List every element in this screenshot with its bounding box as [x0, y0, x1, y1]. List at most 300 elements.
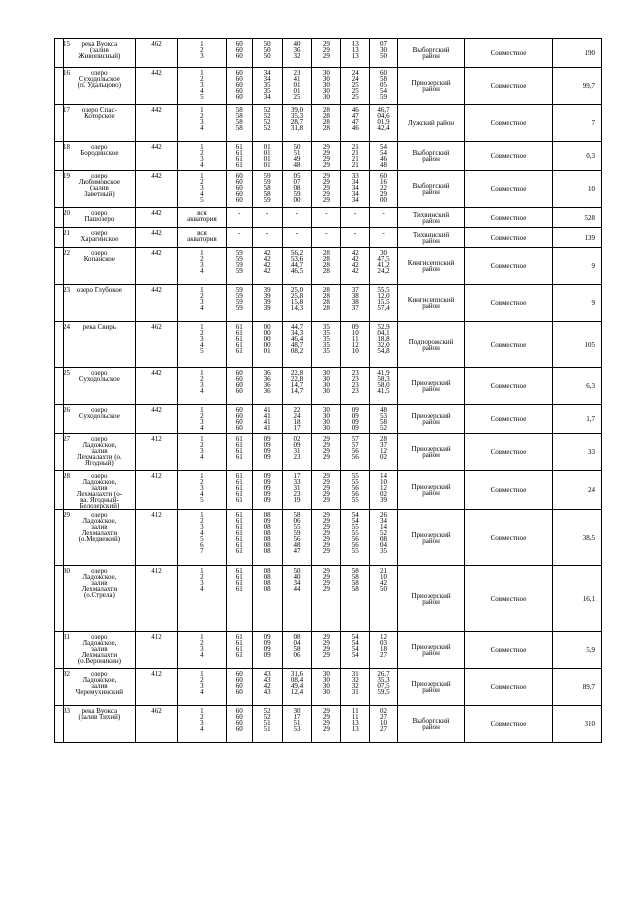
row-number: 23	[55, 285, 64, 322]
point-numbers-line: 3	[200, 298, 204, 306]
longitude-minutes-line: 55	[351, 472, 359, 480]
latitude-minutes	[252, 510, 282, 566]
water-body-name-line: залив	[91, 579, 108, 587]
longitude-minutes-line: 13	[351, 719, 359, 727]
latitude-seconds	[282, 510, 312, 566]
latitude-degrees-line: 61	[235, 453, 243, 461]
longitude-minutes-line: 21	[351, 161, 359, 169]
longitude-degrees-line: 29	[322, 472, 330, 480]
latitude-degrees-line: 60	[235, 688, 243, 696]
latitude-minutes-line: -	[265, 209, 269, 217]
latitude-seconds-line: 46,5	[290, 267, 304, 275]
longitude-degrees-line: 29	[322, 155, 330, 163]
category-code	[136, 632, 178, 669]
latitude-seconds-line: 50	[293, 143, 301, 151]
longitude-seconds-line: 28	[380, 435, 387, 443]
latitude-degrees-line: 59	[235, 249, 243, 257]
point-numbers-line: 3	[200, 52, 204, 60]
latitude-seconds-line: 00	[293, 196, 301, 204]
water-body-name-line: Ладожское,	[82, 573, 117, 581]
point-numbers-line: 2	[200, 412, 204, 420]
longitude-seconds	[370, 105, 398, 142]
longitude-degrees-line: 29	[322, 178, 330, 186]
latitude-minutes-line: 39	[263, 304, 271, 312]
longitude-seconds-line: 41,2	[377, 261, 390, 269]
usage-type	[465, 68, 553, 105]
latitude-seconds-line: 48,7	[290, 341, 304, 349]
longitude-seconds	[370, 510, 398, 566]
longitude-degrees-line: 28	[322, 292, 330, 300]
latitude-minutes-line: 52	[263, 713, 271, 721]
latitude-minutes-line: 08	[263, 573, 271, 581]
latitude-seconds-line: 22,8	[290, 369, 304, 377]
longitude-seconds-line: 54,8	[377, 347, 390, 355]
longitude-degrees-line: 28	[322, 124, 330, 132]
longitude-degrees-line: 29	[322, 523, 330, 531]
longitude-minutes-line: 47	[351, 118, 359, 126]
longitude-minutes-line: 13	[351, 52, 359, 60]
usage-type-line: Совместное	[490, 152, 527, 160]
latitude-degrees-line: 60	[235, 369, 243, 377]
latitude-minutes-line: 08	[263, 567, 271, 575]
longitude-minutes-line: 42	[351, 255, 359, 263]
table-row	[55, 105, 602, 142]
water-body-name-line: Заветный)	[84, 190, 115, 198]
latitude-seconds-line: 33	[293, 478, 301, 486]
longitude-seconds-line: 04	[380, 541, 387, 549]
longitude-degrees-line: 29	[322, 46, 330, 54]
latitude-minutes-line: 42	[263, 267, 271, 275]
water-body-name	[63, 434, 136, 471]
table-row	[55, 208, 602, 228]
water-body-name-line: залив	[91, 682, 108, 690]
longitude-degrees-line: 29	[322, 579, 330, 587]
point-numbers-line: 2	[200, 676, 204, 684]
longitude-minutes-line: 25	[351, 87, 359, 95]
latitude-minutes-line: 52	[263, 106, 271, 114]
water-body-name-line: озеро	[91, 406, 108, 414]
latitude-degrees-line: 61	[235, 517, 243, 525]
latitude-seconds-line: 08,2	[290, 347, 304, 355]
latitude-seconds-line: 01	[293, 87, 301, 95]
latitude-minutes-line: 00	[263, 341, 271, 349]
latitude-degrees-line: 60	[235, 412, 243, 420]
longitude-minutes-line: 54	[351, 639, 359, 647]
longitude-minutes-line: -	[354, 229, 357, 237]
district-line: район	[422, 385, 440, 393]
longitude-minutes-line: 21	[351, 155, 359, 163]
latitude-seconds-line: 17	[293, 713, 301, 721]
latitude-seconds-line: 53,6	[290, 255, 304, 263]
longitude-degrees	[312, 434, 341, 471]
district-line: район	[422, 489, 440, 497]
district	[397, 510, 464, 566]
latitude-seconds-line: 40	[293, 573, 301, 581]
latitude-minutes	[252, 471, 282, 510]
area-value-line: 105	[584, 340, 595, 349]
point-numbers-line: 2	[200, 149, 204, 157]
water-body-name-line: Копанское	[83, 255, 115, 263]
latitude-seconds-line: 08	[293, 633, 301, 641]
longitude-minutes-line: 37	[351, 286, 359, 294]
district-line: район	[422, 451, 440, 459]
longitude-minutes-line: 23	[351, 369, 359, 377]
latitude-degrees-line: 60	[235, 69, 243, 77]
latitude-degrees	[226, 669, 252, 706]
usage-type-line: Совместное	[490, 82, 527, 90]
water-body-name-line: Ягодный)	[84, 459, 114, 467]
longitude-minutes	[341, 669, 370, 706]
latitude-minutes-line: 51	[263, 719, 271, 727]
latitude-degrees	[226, 405, 252, 434]
longitude-minutes-line: 56	[351, 453, 359, 461]
latitude-degrees-line: 60	[235, 670, 243, 678]
water-body-name-line: озеро Глубокое	[76, 286, 123, 294]
point-numbers-line: 4	[200, 453, 204, 461]
longitude-degrees-line: 29	[322, 496, 330, 504]
latitude-degrees-line: 61	[235, 335, 243, 343]
longitude-degrees	[312, 228, 341, 248]
latitude-degrees-line: 60	[235, 381, 243, 389]
latitude-degrees	[226, 208, 252, 228]
longitude-seconds-line: 24,2	[377, 267, 390, 275]
longitude-minutes-line: 57	[351, 435, 359, 443]
longitude-seconds	[370, 142, 398, 171]
water-body-name-line: (залив Тихий)	[78, 713, 121, 721]
point-numbers-line: 3	[200, 484, 204, 492]
latitude-seconds-line: 34,3	[290, 329, 304, 337]
district	[397, 434, 464, 471]
longitude-seconds-line: 50	[380, 585, 387, 593]
latitude-seconds-line: 51	[293, 149, 301, 157]
water-body-name-line: Ладожское,	[82, 441, 117, 449]
longitude-minutes-line: 47	[351, 112, 359, 120]
longitude-degrees-line: 29	[322, 707, 330, 715]
water-body-name-line: (о.Медвежий)	[78, 535, 121, 543]
latitude-degrees-line: 60	[235, 190, 243, 198]
longitude-degrees-line: 28	[322, 255, 330, 263]
latitude-degrees-line: 60	[235, 682, 243, 690]
point-numbers-line: 4	[200, 341, 204, 349]
usage-type-line: Совместное	[490, 415, 527, 423]
district	[397, 471, 464, 510]
longitude-seconds-line: 37	[380, 441, 387, 449]
latitude-degrees-line: 61	[235, 496, 243, 504]
longitude-minutes	[341, 68, 370, 105]
longitude-degrees-line: 29	[322, 573, 330, 581]
latitude-minutes	[252, 632, 282, 669]
longitude-degrees-line: 30	[322, 418, 330, 426]
district-line: Приозерский	[411, 483, 451, 491]
longitude-minutes-line: 23	[351, 375, 359, 383]
area-value-line: 99,7	[582, 82, 595, 90]
water-body-name	[63, 566, 136, 632]
water-body-name-line: Суходольское	[78, 375, 120, 383]
water-body-name	[63, 368, 136, 405]
latitude-degrees-line: 61	[235, 547, 243, 555]
usage-type-line: Совместное	[490, 533, 527, 542]
latitude-minutes	[252, 208, 282, 228]
row-number: 17	[55, 105, 64, 142]
latitude-degrees-line: 61	[235, 478, 243, 486]
water-body-name	[63, 208, 136, 228]
latitude-minutes-line: 41	[263, 412, 271, 420]
longitude-seconds-line: 55,5	[377, 286, 390, 294]
latitude-minutes-line: 52	[263, 112, 271, 120]
latitude-degrees	[226, 471, 252, 510]
longitude-seconds	[370, 228, 398, 248]
district	[397, 632, 464, 669]
latitude-minutes-line: 09	[263, 441, 271, 449]
water-body-name-line: Живописный)	[78, 52, 121, 60]
latitude-degrees-line: 61	[235, 347, 243, 355]
category-code	[136, 510, 178, 566]
longitude-seconds-line: 54	[380, 87, 387, 95]
category-code-line: 412	[151, 435, 162, 443]
latitude-degrees-line: 59	[235, 292, 243, 300]
latitude-minutes-line: 09	[263, 651, 271, 659]
latitude-degrees-line: 60	[235, 184, 243, 192]
point-numbers	[177, 471, 226, 510]
area-value	[552, 471, 601, 510]
latitude-minutes	[252, 405, 282, 434]
latitude-minutes-line: 08	[263, 529, 271, 537]
usage-type-line: Совместное	[490, 49, 527, 57]
point-numbers-line: 2	[200, 292, 204, 300]
district-line: Выборгский	[412, 182, 450, 190]
latitude-minutes-line: 58	[263, 190, 271, 198]
longitude-seconds	[370, 368, 398, 405]
category-code-line: 462	[151, 40, 162, 48]
district-line: Приозерский	[411, 643, 451, 651]
area-value	[552, 405, 601, 434]
longitude-degrees	[312, 171, 341, 208]
category-code	[136, 228, 178, 248]
latitude-minutes	[252, 285, 282, 322]
latitude-seconds-line: 01	[293, 81, 301, 89]
latitude-minutes-line: 09	[263, 478, 271, 486]
longitude-minutes-line: 13	[351, 46, 359, 54]
table-row	[55, 405, 602, 434]
longitude-minutes	[341, 105, 370, 142]
point-numbers-line: 2	[200, 178, 204, 186]
latitude-minutes-line: 42	[263, 682, 271, 690]
latitude-minutes-line: 39	[263, 286, 271, 294]
latitude-seconds-line: 14,7	[290, 387, 304, 395]
longitude-degrees-line: 30	[322, 381, 330, 389]
category-code-line: 442	[151, 229, 162, 237]
latitude-degrees-line: 59	[235, 267, 243, 275]
longitude-seconds-line: 27	[380, 725, 387, 733]
longitude-minutes	[341, 632, 370, 669]
water-body-name-line: залив	[91, 447, 108, 455]
area-value-line: 9	[591, 299, 595, 307]
district	[397, 105, 464, 142]
longitude-seconds	[370, 68, 398, 105]
latitude-degrees-line: 61	[235, 149, 243, 157]
latitude-minutes-line: 08	[263, 511, 271, 519]
point-numbers-line: 3	[200, 381, 204, 389]
district	[397, 39, 464, 68]
latitude-seconds-line: 55	[293, 523, 301, 531]
latitude-minutes-line: 59	[263, 172, 271, 180]
latitude-seconds-line: 25,8	[290, 292, 304, 300]
latitude-minutes-line: 00	[263, 323, 271, 331]
category-code-line: 442	[151, 106, 162, 114]
latitude-minutes	[252, 248, 282, 285]
point-numbers-line: 2	[200, 255, 204, 263]
longitude-seconds-line: 29	[380, 190, 387, 198]
water-body-name	[63, 68, 136, 105]
point-numbers-line: 3	[200, 335, 204, 343]
latitude-degrees-line: 58	[235, 124, 243, 132]
latitude-degrees-line: 61	[235, 143, 243, 151]
usage-type	[465, 632, 553, 669]
longitude-minutes-line: 58	[351, 573, 359, 581]
latitude-degrees-line: 61	[235, 155, 243, 163]
longitude-minutes-line: 42	[351, 261, 359, 269]
table-row	[55, 228, 602, 248]
point-numbers-line: 5	[200, 496, 204, 504]
latitude-degrees-line: 61	[235, 651, 243, 659]
longitude-seconds-line: 39	[380, 496, 387, 504]
latitude-seconds-line: 09	[293, 441, 301, 449]
point-numbers-line: 2	[200, 75, 204, 83]
latitude-seconds-line: 05	[293, 172, 301, 180]
latitude-minutes	[252, 228, 282, 248]
latitude-minutes	[252, 68, 282, 105]
longitude-degrees	[312, 142, 341, 171]
point-numbers-line: 4	[200, 490, 204, 498]
latitude-seconds-line: 23	[293, 69, 301, 77]
row-number: 24	[55, 322, 64, 368]
longitude-seconds-line: 57,4	[377, 304, 390, 312]
point-numbers-line: 1	[200, 172, 204, 180]
latitude-minutes-line: 09	[263, 645, 271, 653]
district-line: Приозерский	[411, 591, 451, 600]
longitude-seconds-line: 10	[380, 719, 387, 727]
latitude-degrees-line: 61	[235, 529, 243, 537]
point-numbers-line: 2	[200, 375, 204, 383]
latitude-minutes	[252, 669, 282, 706]
longitude-seconds-line: 42	[380, 579, 387, 587]
latitude-minutes-line: 36	[263, 375, 271, 383]
longitude-minutes-line: 12	[351, 341, 359, 349]
longitude-seconds-line: 59,5	[377, 688, 390, 696]
latitude-minutes-line: 35	[263, 87, 271, 95]
latitude-seconds	[282, 632, 312, 669]
longitude-seconds-line: 47,5	[377, 255, 390, 263]
latitude-seconds-line: 31,8	[290, 124, 304, 132]
usage-type	[465, 368, 553, 405]
water-body-name	[63, 706, 136, 743]
longitude-degrees-line: -	[325, 229, 328, 237]
longitude-minutes-line: 31	[351, 670, 359, 678]
latitude-seconds-line: 23	[293, 453, 301, 461]
longitude-minutes-line: 11	[351, 335, 359, 343]
longitude-degrees-line: 30	[322, 412, 330, 420]
area-value-line: 528	[584, 213, 595, 222]
longitude-minutes-line: 24	[351, 75, 359, 83]
row-number: 21	[55, 228, 64, 248]
point-numbers-line: 1	[200, 286, 204, 294]
point-numbers-line: 3	[200, 447, 204, 455]
longitude-seconds-line: 16	[380, 178, 387, 186]
water-body-name-line: озеро	[91, 435, 108, 443]
latitude-degrees-line: 60	[235, 93, 243, 101]
longitude-minutes-line: 42	[351, 249, 359, 257]
water-body-name-line: Ладожское,	[82, 639, 117, 647]
point-numbers-line: 2	[200, 639, 204, 647]
row-number: 30	[55, 566, 64, 632]
table-row	[55, 39, 602, 68]
latitude-degrees-line: 61	[235, 633, 243, 641]
latitude-minutes-line: 09	[263, 490, 271, 498]
longitude-seconds-line: 14	[380, 472, 387, 480]
point-numbers	[177, 434, 226, 471]
point-numbers	[177, 208, 226, 228]
point-numbers-line: 5	[200, 347, 204, 355]
latitude-degrees	[226, 248, 252, 285]
point-numbers-line: 1	[200, 406, 204, 414]
latitude-degrees-line: 59	[235, 304, 243, 312]
latitude-minutes-line: 43	[263, 688, 271, 696]
latitude-seconds	[282, 228, 312, 248]
category-code-line: 462	[151, 323, 162, 331]
point-numbers-line: 3	[200, 261, 204, 269]
longitude-degrees-line: 30	[322, 670, 330, 678]
latitude-minutes-line: 58	[263, 184, 271, 192]
latitude-minutes-line: 50	[263, 46, 271, 54]
longitude-minutes-line: 11	[351, 713, 359, 721]
latitude-minutes-line: 01	[263, 143, 271, 151]
latitude-seconds-line: 30	[293, 707, 301, 715]
category-code	[136, 142, 178, 171]
longitude-seconds-line: 18,8	[377, 335, 390, 343]
longitude-minutes-line: 55	[351, 496, 359, 504]
longitude-degrees-line: 35	[322, 329, 330, 337]
longitude-minutes-line: 34	[351, 190, 359, 198]
area-value	[552, 434, 601, 471]
longitude-degrees-line: 29	[322, 149, 330, 157]
longitude-degrees-line: 29	[322, 511, 330, 519]
latitude-degrees-line: 60	[235, 375, 243, 383]
water-body-name-line: (о.Стрела)	[83, 591, 115, 599]
longitude-seconds-line: 30	[380, 46, 387, 54]
longitude-seconds-line: 41,9	[377, 369, 390, 377]
district	[397, 405, 464, 434]
longitude-degrees-line: 29	[322, 719, 330, 727]
latitude-degrees-line: 60	[235, 719, 243, 727]
water-body-name-line: Любимовское	[78, 178, 121, 186]
latitude-minutes-line: 08	[263, 585, 271, 593]
longitude-seconds-line: 02	[380, 490, 387, 498]
district-line: Приозерский	[411, 79, 451, 87]
longitude-minutes	[341, 39, 370, 68]
latitude-seconds-line: 34	[293, 579, 301, 587]
longitude-seconds-line: 58,0	[377, 381, 390, 389]
point-numbers-line: вся	[197, 209, 207, 217]
water-body-name	[63, 285, 136, 322]
longitude-degrees-line: 30	[322, 424, 330, 432]
latitude-minutes-line: 09	[263, 517, 271, 525]
point-numbers	[177, 248, 226, 285]
longitude-degrees-line: 29	[322, 567, 330, 575]
water-body-name-line: Черемухинский	[75, 688, 123, 696]
latitude-degrees	[226, 285, 252, 322]
longitude-degrees-line: 30	[322, 93, 330, 101]
point-numbers	[177, 566, 226, 632]
